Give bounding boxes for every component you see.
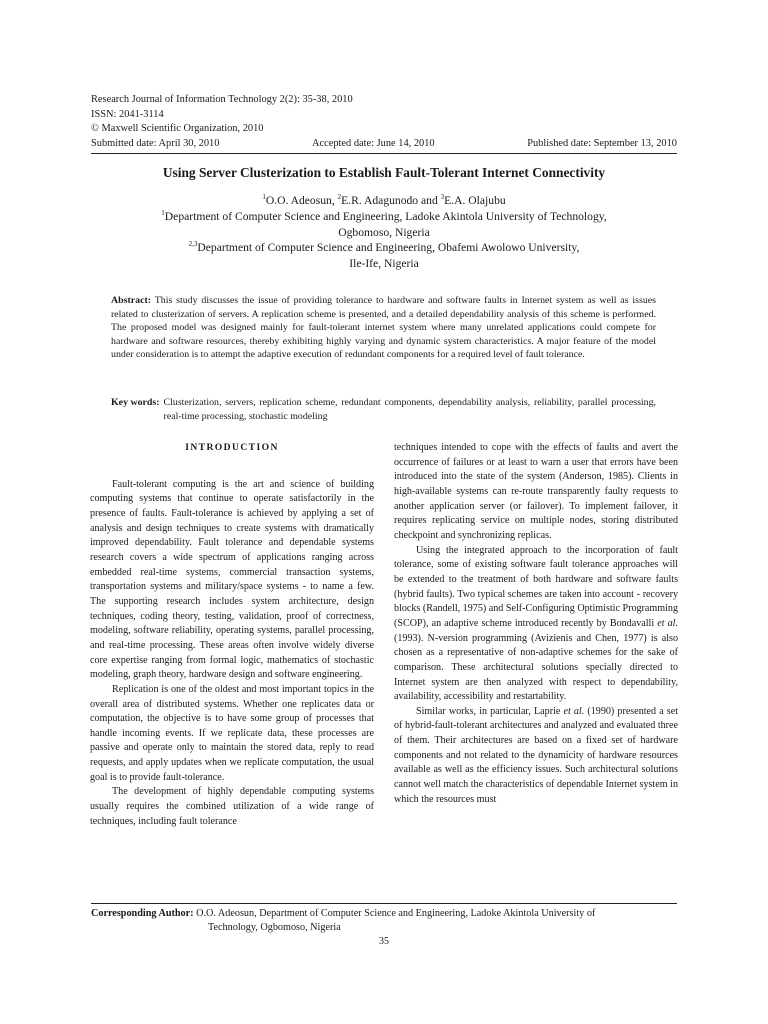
- keywords: [111, 396, 656, 423]
- affiliation-1-city: Ogbomoso, Nigeria: [338, 225, 430, 239]
- affiliation-2-city: Ile-Ife, Nigeria: [349, 257, 419, 271]
- corresponding-author-label: Corresponding Author:: [91, 908, 194, 919]
- page-number: 35: [379, 936, 389, 947]
- paper-title: Using Server Clusterization to Establish Fault-Tolerant Internet Connectivity: [162, 165, 606, 180]
- abstract-text: This study discusses the issue of providing tolerance to hardware and software faults in Internet system as well as issues related to clusterization of servers. A replication scheme is presented, and a detailed dependability analysis of this scheme is performed. The proposed model was designed mainly for fault-tolerant internet system where many unrelated applications could compete for hardware and software resources, thereby exhibiting highly varying and dynamic system characteristics. A major feature of the model under consideration is to attempt the adaptive execution of redundant components for a required level of fault tolerance.: [111, 295, 656, 361]
- left-column: [90, 441, 374, 829]
- paragraph: Using the integrated approach to the incorporation of fault tolerance, some of existing software fault tolerance approaches will be extended to the treatment of both hardware and software faults (hybrid faults). Two typical schemes are taken into account - recovery blocks (Randell, 1975) and Self-Configuring Optimistic Programming (SCOP), an adaptive scheme introduced recently by Bondavalli et al. (1993). N-version programming (Avizienis and Chen, 1977) is also chosen as a representative of non-adaptive schemes for the sake of comparison. These architectural solutions specially directed to Internet system are then analyzed with respect to dependability, availability, accessibility and restartability.: [394, 544, 678, 703]
- copyright: © Maxwell Scientific Organization, 2010: [91, 123, 264, 135]
- right-column: [394, 441, 678, 807]
- paragraph: techniques intended to cope with the effects of faults and avert the occurrence of failures or at least to warn a user that errors have been introduced into the state of the system (Anderson, 1985). Clients in high-available systems can re-route transparently faulty requests to another application server (or failover). To implement failover, it requires replicating service on multiple nodes, storing distributed checkpoint and synchronizing replicas.: [394, 442, 678, 541]
- abstract-label: Abstract:: [111, 295, 152, 306]
- keywords-text: Clusterization, servers, replication scheme, redundant components, dependability analysis, reliability, parallel processing, real-time processing, stochastic modeling: [163, 397, 656, 422]
- author-names: $^1$O.O. Adeosun, $^2$E.R. Adagunodo and $^3$E.A. Olajubu: [262, 193, 506, 207]
- affiliation-1: $^1$Department of Computer Science and Engineering, Ladoke Akintola University of Technology,: [161, 208, 607, 223]
- corresponding-author-text-2: Technology, Ogbomoso, Nigeria: [208, 922, 341, 933]
- section-heading-introduction: INTRODUCTION: [185, 442, 279, 453]
- accepted-date: Accepted date: June 14, 2010: [312, 137, 435, 149]
- abstract: [111, 294, 656, 362]
- corresponding-author-text: O.O. Adeosun, Department of Computer Science and Engineering, Ladoke Akintola University of: [196, 908, 596, 919]
- journal-header: [91, 93, 677, 151]
- affiliation-2: $^{2,3}$Department of Computer Science and Engineering, Obafemi Awolowo University,: [188, 240, 580, 255]
- paragraph: Similar works, in particular, Laprie et al. (1990) presented a set of hybrid-fault-tolerant architectures and analyzed and evaluated three of them. Their architectures are based on a fixed set of hardware components and not related to the dynamicity of hardware resources available as well as the efficiency issues. Such architectural solutions cannot well match the characteristics of dependable Internet system in which the resources must: [394, 705, 679, 805]
- paragraph: Replication is one of the oldest and most important topics in the overall area of distributed systems. Whether one replicates data or computation, the objective is to have some group of processes that handle incoming events. If we replicate data, these processes are passive and operate only to maintain the stored data, reply to read requests, and apply updates when we replicate computation, the usual goal is to provide fault-tolerance.: [90, 683, 374, 783]
- author-block: [91, 193, 677, 272]
- dates-row: [91, 137, 677, 152]
- submitted-date: Submitted date: April 30, 2010: [91, 137, 220, 149]
- paragraph: The development of highly dependable computing systems usually requires the combined utilization of a wide range of techniques, including fault tolerance: [90, 786, 374, 827]
- header-rule: [91, 153, 677, 154]
- journal-citation: Research Journal of Information Technology 2(2): 35-38, 2010: [91, 94, 353, 105]
- published-date: Published date: September 13, 2010: [527, 137, 677, 149]
- footer-rule: [91, 903, 677, 904]
- issn: ISSN: 2041-3114: [91, 108, 164, 120]
- paragraph: Fault-tolerant computing is the art and science of building computing systems that continue to operate satisfactorily in the presence of faults. Fault-tolerance is achieved by applying a set of analysis and design techniques to create systems with dramatically improved dependability. Fault tolerance and dependable systems research covers a wide spectrum of applications ranging across embedded real-time systems, commercial transaction systems, transportation systems and military/space systems - to name a few. The supporting research includes system architecture, design techniques, coding theory, testing, validation, proof of correctness, modeling, software reliability, operating systems, parallel processing, and real-time processing. These areas often involve widely diverse core expertise ranging from formal logic, mathematics of stochastic modeling, graph theory, hardware design and software engineering.: [90, 478, 374, 681]
- corresponding-author: [91, 907, 681, 935]
- keywords-label: Key words:: [111, 397, 160, 408]
